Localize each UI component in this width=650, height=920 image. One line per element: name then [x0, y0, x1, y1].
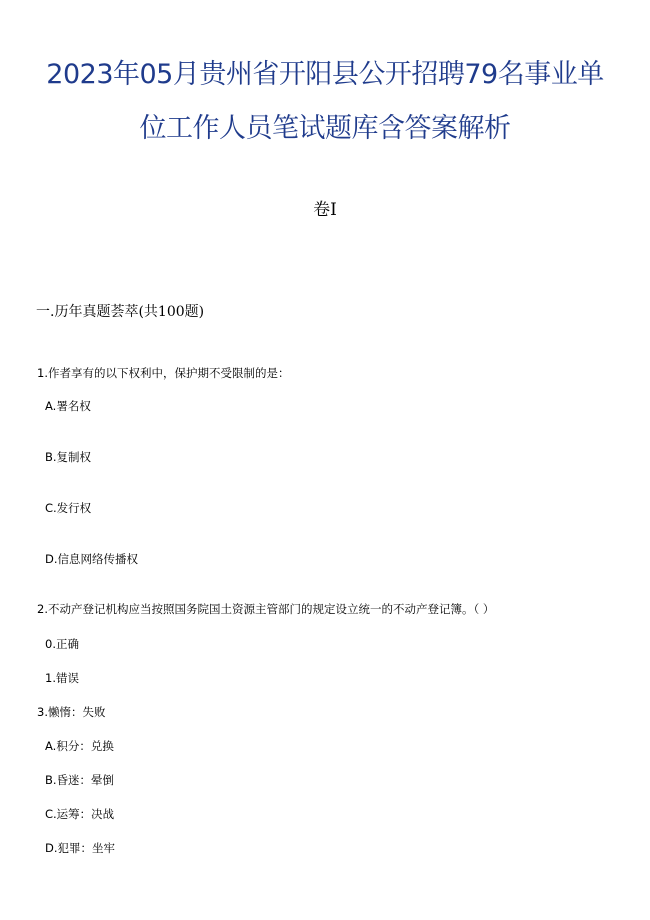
question-3-option-d: D.犯罪：坐牢	[45, 841, 116, 855]
section-heading: 一.历年真题荟萃(共100题)	[36, 304, 205, 320]
question-1-option-c: C.发行权	[45, 501, 92, 515]
question-1-option-d: D.信息网络传播权	[45, 552, 139, 566]
question-1-stem: 1.作者享有的以下权利中，保护期不受限制的是：	[37, 366, 290, 380]
question-3-stem: 3.懒惰：失败	[37, 705, 106, 719]
title-line-1: 2023年05月贵州省开阳县公开招聘79名事业单	[46, 59, 604, 90]
question-2-stem: 2.不动产登记机构应当按照国务院国土资源主管部门的规定设立统一的不动产登记簿。（ ）	[37, 602, 495, 616]
question-2-option-0: 0.正确	[45, 637, 79, 651]
question-3-option-c: C.运筹：决战	[45, 807, 115, 821]
question-1-option-b: B.复制权	[45, 450, 92, 464]
question-3-option-a: A.积分：兑换	[45, 739, 114, 753]
question-1-option-a: A.署名权	[45, 399, 91, 413]
question-3-option-b: B.昏迷：晕倒	[45, 773, 115, 787]
question-2-option-1: 1.错误	[45, 671, 79, 685]
document-title	[20, 48, 630, 156]
title-line-2: 位工作人员笔试题库含答案解析	[139, 113, 511, 144]
volume-label: 卷I	[313, 200, 337, 220]
